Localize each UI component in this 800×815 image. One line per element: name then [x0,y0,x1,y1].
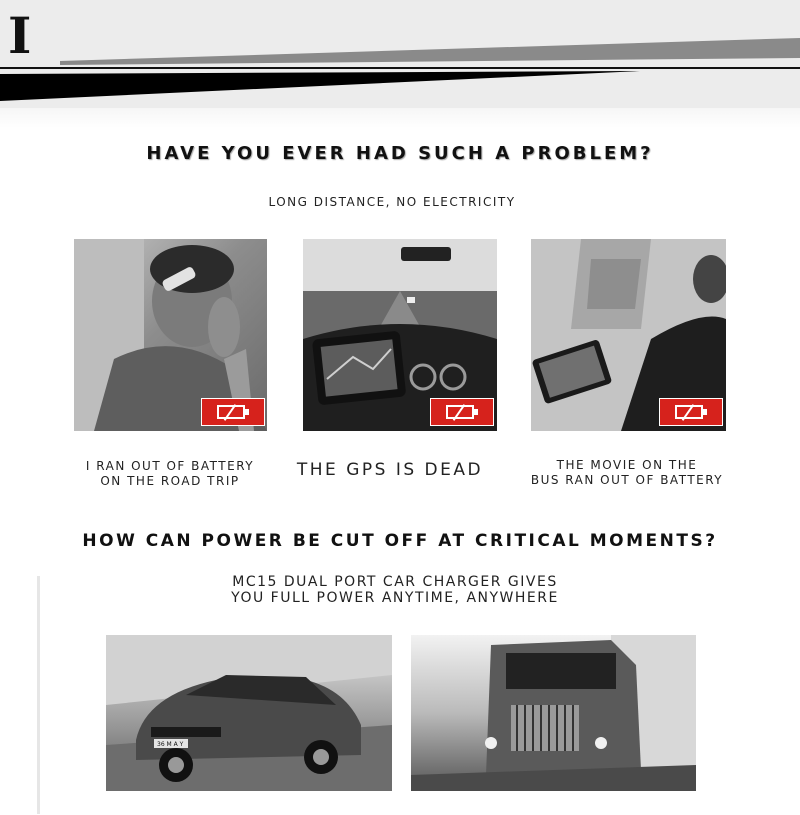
photo-gps-dashboard [303,239,497,431]
problem-subtitle: LONG DISTANCE, NO ELECTRICITY [268,195,516,209]
scenario-caption-2: THE GPS IS DEAD [296,460,484,480]
dead-battery-icon [201,398,265,426]
truck-illustration [411,635,696,791]
car-plate-text: 36 M A Y [157,741,184,748]
photo-car [106,635,392,791]
solution-heading: HOW CAN POWER BE CUT OFF AT CRITICAL MOMENTS? [82,531,718,551]
photo-truck [411,635,696,791]
caption-1-line-1: I RAN OUT OF BATTERY [85,459,255,473]
header-stripes [0,0,800,108]
scenario-caption-3 [522,458,732,488]
car-illustration [106,635,392,791]
solution-subtitle [210,574,580,606]
dead-battery-icon [659,398,723,426]
photo-phone-call [74,239,267,431]
solution-line-1: MC15 DUAL PORT CAR CHARGER GIVES [232,574,558,590]
problem-heading: HAVE YOU EVER HAD SUCH A PROBLEM? [146,143,654,164]
caption-3-line-2: BUS RAN OUT OF BATTERY [530,473,724,487]
divider-line [37,576,40,814]
caption-3-line-1: THE MOVIE ON THE [556,458,698,472]
caption-1-line-2: ON THE ROAD TRIP [100,474,240,488]
section-numeral: I [8,6,32,65]
photo-bus-tablet [531,239,726,431]
solution-line-2: YOU FULL POWER ANYTIME, ANYWHERE [231,590,559,606]
header-fade [0,108,800,128]
dead-battery-icon [430,398,494,426]
section-header [0,0,800,108]
scenario-caption-1 [70,459,270,489]
